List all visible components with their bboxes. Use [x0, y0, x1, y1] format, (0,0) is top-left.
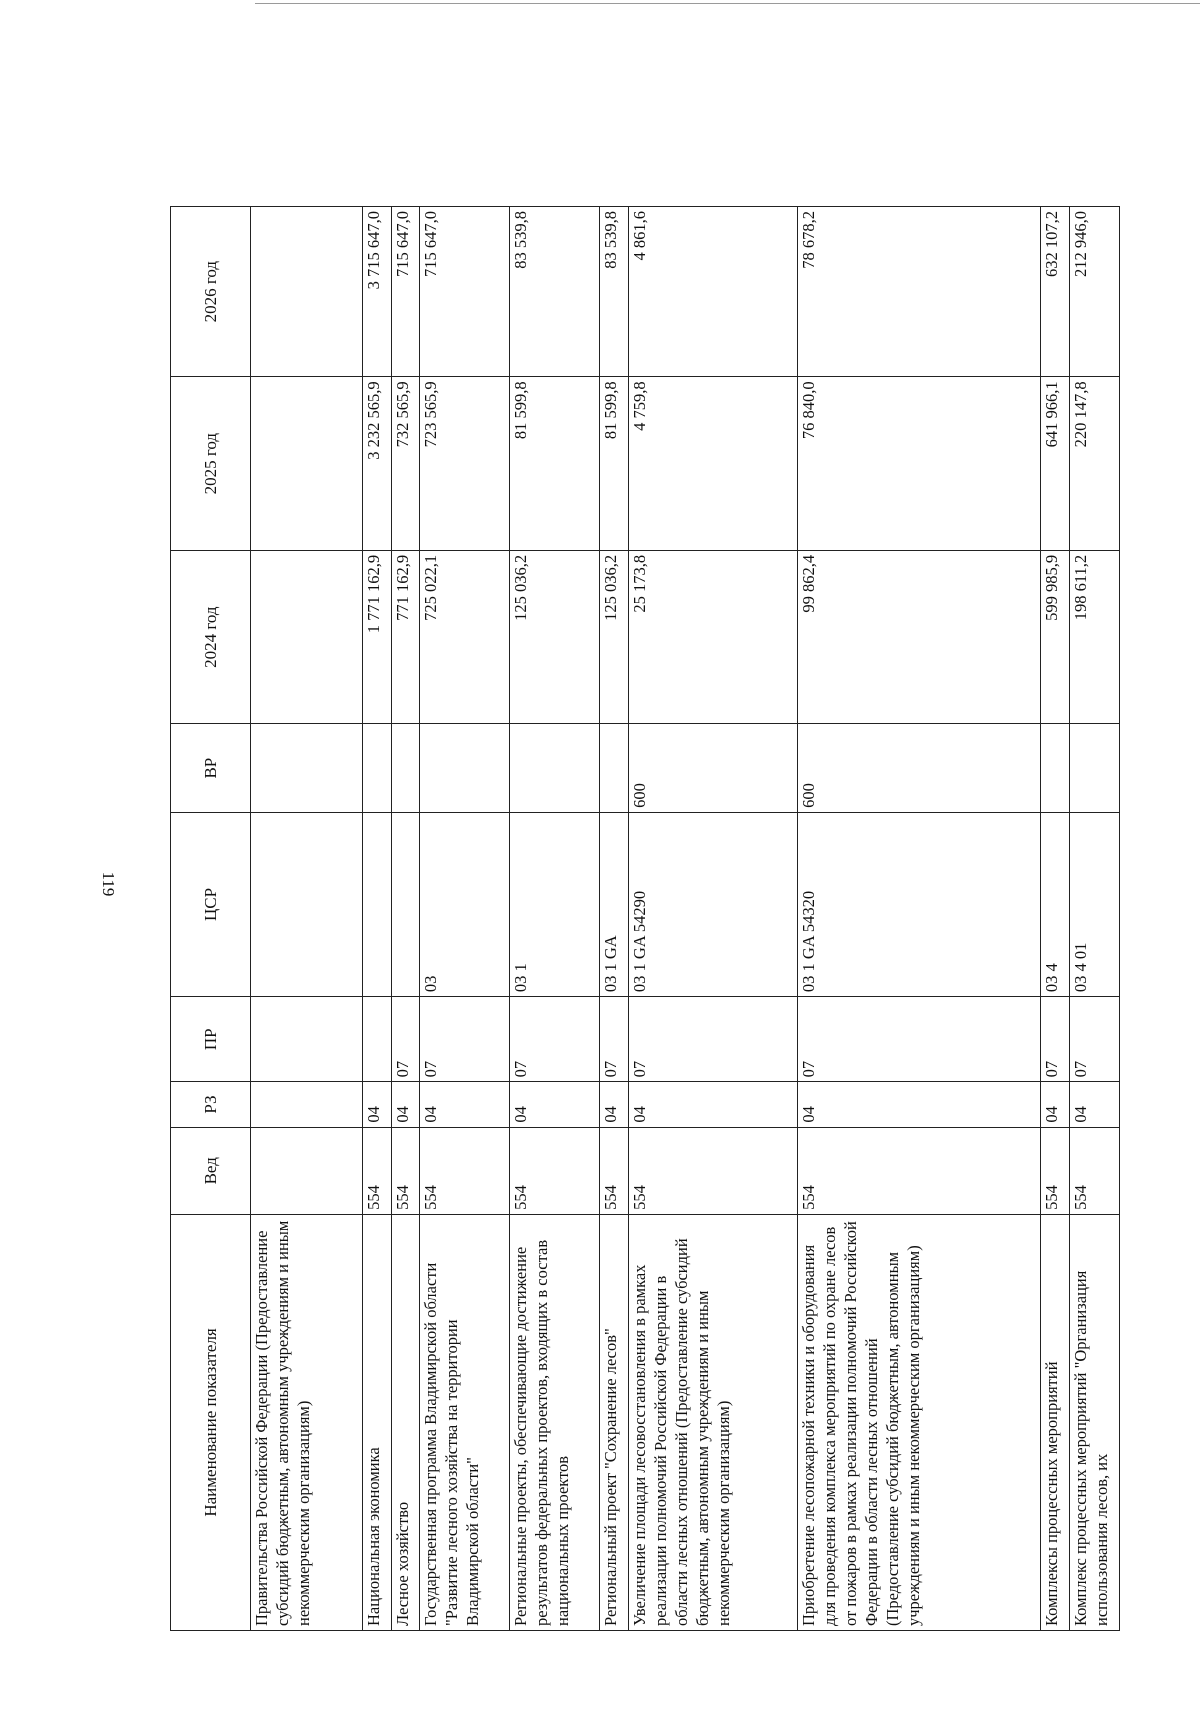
cell-2026: 78 678,2 — [797, 207, 1041, 377]
header-2024: 2024 год — [171, 550, 251, 724]
cell-csr — [362, 812, 391, 996]
cell-ved: 554 — [600, 1127, 629, 1214]
cell-vr: 600 — [797, 724, 1041, 812]
cell-2024: 599 985,9 — [1041, 550, 1070, 724]
cell-2026: 4 861,6 — [629, 207, 798, 377]
header-ved: Вед — [171, 1127, 251, 1214]
cell-2024: 125 036,2 — [600, 550, 629, 724]
page-number: 119 — [99, 871, 118, 897]
cell-2025 — [250, 377, 362, 551]
budget-table-rotated — [170, 206, 1120, 1631]
cell-vr — [1041, 724, 1070, 812]
cell-2026: 83 539,8 — [510, 207, 600, 377]
cell-rz: 04 — [420, 1082, 510, 1127]
table-row — [797, 207, 1041, 1631]
cell-2024: 725 022,1 — [420, 550, 510, 724]
cell-ved: 554 — [797, 1127, 1041, 1214]
cell-csr: 03 1 — [510, 812, 600, 996]
header-2026: 2026 год — [171, 207, 251, 377]
cell-ved: 554 — [510, 1127, 600, 1214]
cell-pr: 07 — [600, 997, 629, 1082]
cell-vr — [420, 724, 510, 812]
cell-2024: 198 611,2 — [1070, 550, 1120, 724]
cell-vr — [1070, 724, 1120, 812]
table-row — [391, 207, 420, 1631]
cell-2025: 220 147,8 — [1070, 377, 1120, 551]
cell-2025: 81 599,8 — [600, 377, 629, 551]
cell-2024: 99 862,4 — [797, 550, 1041, 724]
table-row — [510, 207, 600, 1631]
cell-pr — [362, 997, 391, 1082]
cell-2025: 641 966,1 — [1041, 377, 1070, 551]
cell-ved: 554 — [1070, 1127, 1120, 1214]
cell-rz: 04 — [600, 1082, 629, 1127]
cell-csr: 03 — [420, 812, 510, 996]
cell-rz: 04 — [1070, 1082, 1120, 1127]
cell-rz — [250, 1082, 362, 1127]
cell-2025: 4 759,8 — [629, 377, 798, 551]
cell-2026: 715 647,0 — [420, 207, 510, 377]
cell-2026: 632 107,2 — [1041, 207, 1070, 377]
cell-rz: 04 — [510, 1082, 600, 1127]
cell-rz: 04 — [797, 1082, 1041, 1127]
table-row — [1070, 207, 1120, 1631]
cell-2026: 212 946,0 — [1070, 207, 1120, 377]
table-row — [420, 207, 510, 1631]
cell-2024: 125 036,2 — [510, 550, 600, 724]
cell-pr: 07 — [391, 997, 420, 1082]
cell-name: Приобретение лесопожарной техники и оборудования для проведения комплекса мероприятий по охране лесов от пожаров в рамках реализации полномочий Российской Федерации в области лесных отношений (Предоставление субсидий бюджетным, автономным учреждениям и иным некоммерческим организациям) — [797, 1214, 1041, 1630]
cell-rz: 04 — [391, 1082, 420, 1127]
cell-csr: 03 1 GA 54290 — [629, 812, 798, 996]
budget-table — [170, 206, 1120, 1631]
cell-pr: 07 — [1041, 997, 1070, 1082]
cell-vr — [362, 724, 391, 812]
cell-ved: 554 — [391, 1127, 420, 1214]
cell-csr: 03 1 GA — [600, 812, 629, 996]
cell-ved: 554 — [420, 1127, 510, 1214]
scan-edge-line — [255, 3, 1200, 4]
header-name: Наименование показателя — [171, 1214, 251, 1630]
cell-name: Правительства Российской Федерации (Предоставление субсидий бюджетным, автономным учреждениям и иным некоммерческим организациям) — [250, 1214, 362, 1630]
cell-2024: 771 162,9 — [391, 550, 420, 724]
cell-2024: 25 173,8 — [629, 550, 798, 724]
cell-pr: 07 — [420, 997, 510, 1082]
cell-name: Комплексы процессных мероприятий — [1041, 1214, 1070, 1630]
header-rz: РЗ — [171, 1082, 251, 1127]
cell-rz: 04 — [629, 1082, 798, 1127]
cell-2026: 3 715 647,0 — [362, 207, 391, 377]
cell-pr: 07 — [629, 997, 798, 1082]
cell-rz: 04 — [1041, 1082, 1070, 1127]
cell-csr — [250, 812, 362, 996]
cell-csr — [391, 812, 420, 996]
header-2025: 2025 год — [171, 377, 251, 551]
cell-2025: 81 599,8 — [510, 377, 600, 551]
cell-2026: 715 647,0 — [391, 207, 420, 377]
table-row — [629, 207, 798, 1631]
cell-vr — [250, 724, 362, 812]
table-row — [600, 207, 629, 1631]
header-vr: ВР — [171, 724, 251, 812]
cell-pr: 07 — [797, 997, 1041, 1082]
cell-name: Государственная программа Владимирской области "Развитие лесного хозяйства на территории Владимирской области" — [420, 1214, 510, 1630]
cell-pr — [250, 997, 362, 1082]
cell-name: Комплекс процессных мероприятий "Организация использования лесов, их — [1070, 1214, 1120, 1630]
header-row — [171, 207, 251, 1631]
table-row — [362, 207, 391, 1631]
cell-2024 — [250, 550, 362, 724]
cell-csr: 03 1 GA 54320 — [797, 812, 1041, 996]
cell-ved — [250, 1127, 362, 1214]
cell-csr: 03 4 01 — [1070, 812, 1120, 996]
cell-2025: 76 840,0 — [797, 377, 1041, 551]
cell-name: Увеличение площади лесовосстановления в рамках реализации полномочий Российской Федерации в области лесных отношений (Предоставление субсидий бюджетным, автономным учреждениям и иным некоммерческим организациям) — [629, 1214, 798, 1630]
cell-2024: 1 771 162,9 — [362, 550, 391, 724]
cell-vr — [600, 724, 629, 812]
cell-2025: 723 565,9 — [420, 377, 510, 551]
table-row — [1041, 207, 1070, 1631]
cell-vr — [510, 724, 600, 812]
cell-name: Национальная экономика — [362, 1214, 391, 1630]
cell-pr: 07 — [510, 997, 600, 1082]
cell-name: Региональные проекты, обеспечивающие достижение результатов федеральных проектов, входящих в состав национальных проектов — [510, 1214, 600, 1630]
cell-ved: 554 — [362, 1127, 391, 1214]
table-row — [250, 207, 362, 1631]
cell-vr: 600 — [629, 724, 798, 812]
cell-name: Лесное хозяйство — [391, 1214, 420, 1630]
cell-2025: 732 565,9 — [391, 377, 420, 551]
header-pr: ПР — [171, 997, 251, 1082]
cell-vr — [391, 724, 420, 812]
cell-csr: 03 4 — [1041, 812, 1070, 996]
cell-rz: 04 — [362, 1082, 391, 1127]
cell-pr: 07 — [1070, 997, 1120, 1082]
cell-ved: 554 — [629, 1127, 798, 1214]
cell-name: Региональный проект "Сохранение лесов" — [600, 1214, 629, 1630]
cell-2026: 83 539,8 — [600, 207, 629, 377]
header-csr: ЦСР — [171, 812, 251, 996]
cell-ved: 554 — [1041, 1127, 1070, 1214]
cell-2026 — [250, 207, 362, 377]
cell-2025: 3 232 565,9 — [362, 377, 391, 551]
